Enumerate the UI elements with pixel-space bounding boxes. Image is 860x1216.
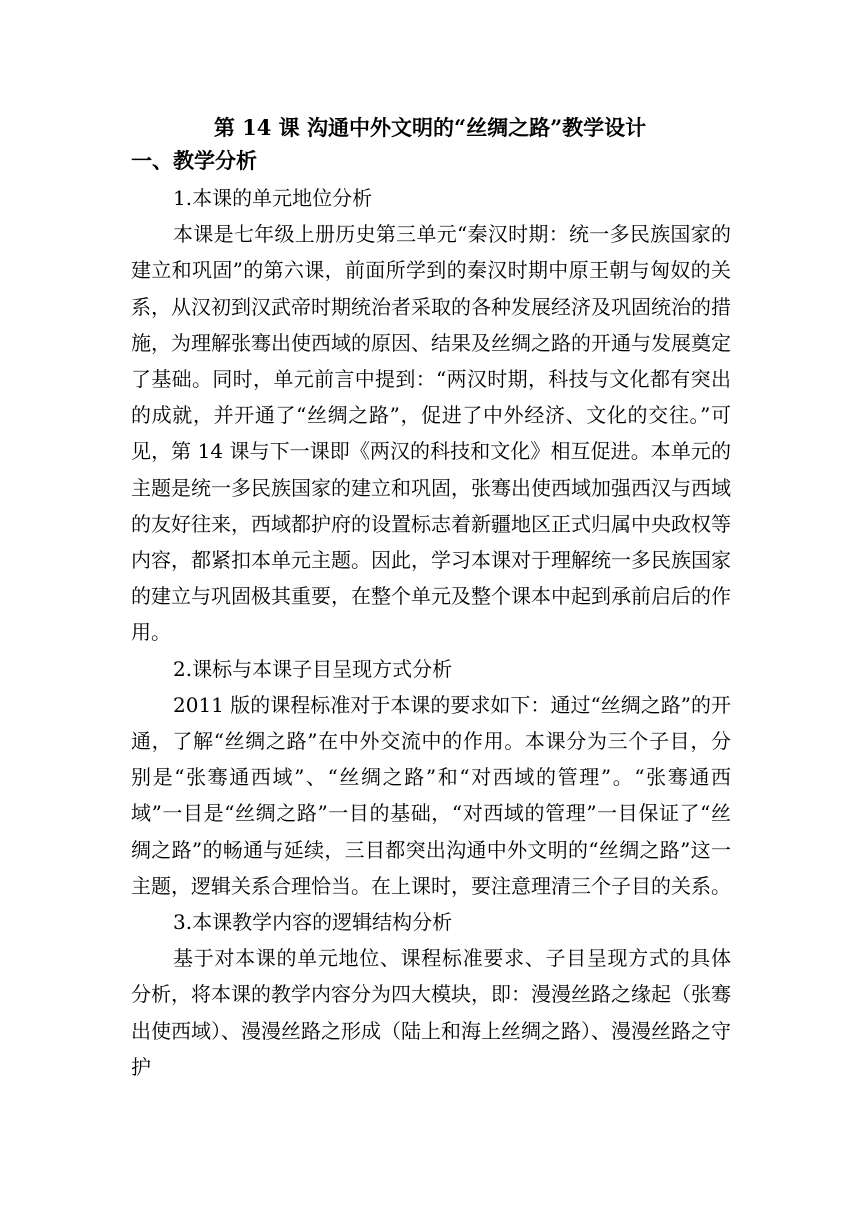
document-title: 第 14 课 沟通中外文明的“丝绸之路”教学设计 — [213, 115, 647, 140]
section-heading-teaching-analysis: 一、教学分析 — [131, 148, 257, 173]
paragraph-logic-structure: 基于对本课的单元地位、课程标准要求、子目呈现方式的具体分析，将本课的教学内容分为四大模块，即：漫漫丝路之缘起（张骞出使西域）、漫漫丝路之形成（陆上和海上丝绸之路）、漫漫丝路之守护 — [131, 946, 731, 1079]
subheading-logic-structure: 3.本课教学内容的逻辑结构分析 — [173, 910, 453, 935]
paragraph-curriculum-standard: 2011 版的课程标准对于本课的要求如下：通过“丝绸之路”的开通，了解“丝绸之路”在中外交流中的作用。本课分为三个子目，分别是“张骞通西域”、“丝绸之路”和“对西域的管理”。“张骞通西域”一目是“丝绸之路”一目的基础，“对西域的管理”一目保证了“丝绸之路”的畅通与延续，三目都突出沟通中外文明的“丝绸之路”这一主题，逻辑关系合理恰当。在上课时，要注意理清三个子目的关系。 — [131, 692, 731, 898]
document-body — [131, 180, 731, 1085]
subheading-curriculum-standard: 2.课标与本课子目呈现方式分析 — [173, 656, 453, 681]
paragraph-unit-position: 本课是七年级上册历史第三单元“秦汉时期：统一多民族国家的建立和巩固”的第六课，前面所学到的秦汉时期中原王朝与匈奴的关系，从汉初到汉武帝时期统治者采取的各种发展经济及巩固统治的措施，为理解张骞出使西域的原因、结果及丝绸之路的开通与发展奠定了基础。同时，单元前言中提到：“两汉时期，科技与文化都有突出的成就，并开通了“丝绸之路”，促进了中外经济、文化的交往。”可见，第 14 课与下一课即《两汉的科技和文化》相互促进。本单元的主题是统一多民族国家的建立和巩固，张骞出使西域加强西汉与西域的友好往来，西域都护府的设置标志着新疆地区正式归属中央政权等内容，都紧扣本单元主题。因此，学习本课对于理解统一多民族国家的建立与巩固极其重要，在整个单元及整个课本中起到承前启后的作用。 — [131, 222, 731, 645]
subheading-unit-position: 1.本课的单元地位分析 — [173, 186, 373, 210]
